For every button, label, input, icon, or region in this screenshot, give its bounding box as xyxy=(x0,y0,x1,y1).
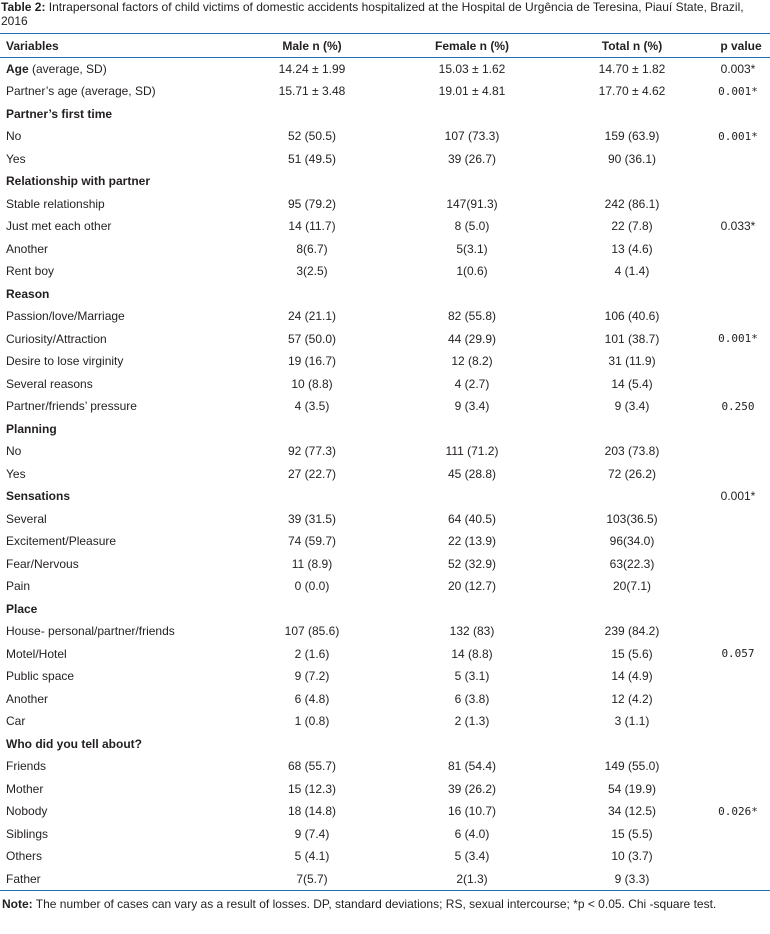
row-label: Several xyxy=(6,511,47,526)
section-row xyxy=(0,103,770,126)
table-caption xyxy=(0,0,770,30)
cell-total: 14 (4.9) xyxy=(611,669,653,684)
table-caption-label: Table 2: xyxy=(1,0,46,14)
cell-total xyxy=(552,103,712,126)
row-label: Excitement/Pleasure xyxy=(6,534,117,549)
row-label xyxy=(0,58,232,81)
table-row xyxy=(0,823,770,846)
row-label: Friends xyxy=(6,759,47,774)
cell-male: 52 (50.5) xyxy=(287,129,337,144)
header-p-value: p value xyxy=(712,34,770,58)
cell-male: 0 (0.0) xyxy=(294,579,330,594)
row-label: Another xyxy=(6,241,49,256)
cell-total: 20(7.1) xyxy=(612,579,652,594)
cell-female: 20 (12.7) xyxy=(447,579,497,594)
cell-p-value xyxy=(712,418,770,441)
cell-total: 90 (36.1) xyxy=(607,151,657,166)
cell-female xyxy=(392,170,552,193)
table-row xyxy=(0,238,770,261)
cell-female: 44 (29.9) xyxy=(447,331,497,346)
cell-p-value: 0.033* xyxy=(720,219,756,234)
cell-female: 132 (83) xyxy=(449,624,495,639)
cell-total xyxy=(552,485,712,508)
cell-p-value xyxy=(712,530,770,553)
cell-male: 6 (4.8) xyxy=(294,691,330,706)
section-row xyxy=(0,418,770,441)
row-label: Car xyxy=(6,714,26,729)
table-note-label: Note: xyxy=(2,896,33,911)
cell-total: 106 (40.6) xyxy=(604,309,660,324)
cell-total: 14.70 ± 1.82 xyxy=(598,62,666,76)
cell-p-value xyxy=(712,868,770,891)
cell-p-value: 0.250 xyxy=(721,399,755,413)
row-label: Rent boy xyxy=(6,264,55,279)
table-row xyxy=(0,553,770,576)
cell-p-value xyxy=(712,620,770,643)
cell-male: 57 (50.0) xyxy=(287,331,337,346)
table-note xyxy=(0,897,770,911)
cell-male: 8(6.7) xyxy=(296,241,328,256)
cell-female: 16 (10.7) xyxy=(447,804,497,819)
table-row xyxy=(0,643,770,666)
row-label: Passion/love/Marriage xyxy=(6,309,125,324)
table-row xyxy=(0,305,770,328)
cell-female xyxy=(392,103,552,126)
row-label-text: (average, SD) xyxy=(28,62,107,76)
table-row xyxy=(0,508,770,531)
row-label: Fear/Nervous xyxy=(6,556,79,571)
section-row xyxy=(0,598,770,621)
cell-total: 31 (11.9) xyxy=(608,354,656,369)
row-label: Others xyxy=(6,849,43,864)
cell-female: 5 (3.4) xyxy=(454,849,490,864)
cell-female: 19.01 ± 4.81 xyxy=(438,84,506,99)
cell-p-value xyxy=(712,823,770,846)
table-row xyxy=(0,463,770,486)
cell-male xyxy=(232,733,392,756)
row-label: Nobody xyxy=(6,804,48,819)
data-table xyxy=(0,33,770,891)
cell-female: 14 (8.8) xyxy=(451,646,493,661)
cell-total xyxy=(552,418,712,441)
cell-p-value xyxy=(712,283,770,306)
cell-male: 95 (79.2) xyxy=(287,196,337,211)
cell-total: 103(36.5) xyxy=(606,511,658,526)
cell-female xyxy=(392,733,552,756)
table-row xyxy=(0,328,770,351)
cell-male xyxy=(232,485,392,508)
cell-total: 203 (73.8) xyxy=(604,444,660,459)
cell-p-value xyxy=(712,463,770,486)
cell-female: 1(0.6) xyxy=(456,264,488,279)
table-row xyxy=(0,215,770,238)
cell-female xyxy=(392,485,552,508)
section-row xyxy=(0,170,770,193)
table-row xyxy=(0,80,770,103)
cell-p-value xyxy=(712,440,770,463)
header-row xyxy=(0,34,770,58)
cell-total: 96(34.0) xyxy=(609,534,655,549)
table-row xyxy=(0,148,770,171)
cell-p-value xyxy=(712,170,770,193)
table-row xyxy=(0,373,770,396)
cell-male: 3(2.5) xyxy=(296,264,328,279)
cell-total: 34 (12.5) xyxy=(607,804,657,819)
cell-male: 39 (31.5) xyxy=(287,511,337,526)
cell-male: 5 (4.1) xyxy=(294,849,330,864)
row-label: Yes xyxy=(6,151,26,166)
cell-p-value xyxy=(712,845,770,868)
row-label: No xyxy=(6,444,22,459)
row-label: Mother xyxy=(6,781,44,796)
section-label: Place xyxy=(6,601,38,616)
cell-p-value: 0.001* xyxy=(718,332,758,346)
cell-p-value xyxy=(712,778,770,801)
table-caption-text: Intrapersonal factors of child victims of domestic accidents hospitalized at the Hospital de Urgência de Teresina, Piauí State, Brazil, 2016 xyxy=(1,0,744,28)
row-label: Just met each other xyxy=(6,219,112,234)
cell-female: 39 (26.7) xyxy=(447,151,497,166)
table-row xyxy=(0,440,770,463)
cell-male: 4 (3.5) xyxy=(294,399,330,414)
table-row xyxy=(0,575,770,598)
cell-male: 15.71 ± 3.48 xyxy=(278,84,346,99)
cell-p-value: 0.003* xyxy=(720,62,756,76)
cell-female: 22 (13.9) xyxy=(447,534,497,549)
cell-male: 24 (21.1) xyxy=(287,309,337,324)
cell-total: 242 (86.1) xyxy=(604,196,660,211)
cell-male: 11 (8.9) xyxy=(291,556,333,571)
cell-male: 15 (12.3) xyxy=(287,781,337,796)
cell-total xyxy=(552,733,712,756)
cell-male xyxy=(232,598,392,621)
cell-p-value xyxy=(712,710,770,733)
cell-p-value xyxy=(712,350,770,373)
cell-p-value: 0.001* xyxy=(720,489,756,504)
cell-p-value: 0.001* xyxy=(718,129,758,143)
cell-p-value xyxy=(712,193,770,216)
header-female: Female n (%) xyxy=(392,34,552,58)
cell-male: 27 (22.7) xyxy=(287,466,337,481)
table-row xyxy=(0,688,770,711)
cell-total: 17.70 ± 4.62 xyxy=(598,84,666,99)
table-body xyxy=(0,58,770,891)
cell-male: 68 (55.7) xyxy=(287,759,337,774)
cell-female: 6 (4.0) xyxy=(454,826,490,841)
cell-male xyxy=(232,283,392,306)
cell-p-value xyxy=(712,575,770,598)
header-variables: Variables xyxy=(0,34,232,58)
cell-male: 19 (16.7) xyxy=(287,354,337,369)
cell-p-value: 0.001* xyxy=(718,84,758,98)
cell-female: 147(91.3) xyxy=(446,196,498,211)
cell-p-value xyxy=(712,733,770,756)
section-row xyxy=(0,283,770,306)
table-row xyxy=(0,755,770,778)
cell-p-value xyxy=(712,148,770,171)
cell-total: 4 (1.4) xyxy=(614,264,650,279)
cell-female: 12 (8.2) xyxy=(451,354,493,369)
section-row xyxy=(0,485,770,508)
table-row xyxy=(0,845,770,868)
section-label: Reason xyxy=(6,286,50,301)
cell-female xyxy=(392,418,552,441)
cell-p-value xyxy=(712,755,770,778)
cell-p-value xyxy=(712,305,770,328)
cell-female: 9 (3.4) xyxy=(454,399,490,414)
row-label: Public space xyxy=(6,669,75,684)
cell-female: 2 (1.3) xyxy=(454,714,490,729)
cell-male: 1 (0.8) xyxy=(294,714,330,729)
table-row xyxy=(0,530,770,553)
header-male: Male n (%) xyxy=(232,34,392,58)
row-label: Desire to lose virginity xyxy=(6,354,124,369)
cell-female xyxy=(392,283,552,306)
cell-female: 82 (55.8) xyxy=(447,309,497,324)
cell-female: 81 (54.4) xyxy=(447,759,497,774)
cell-total: 9 (3.4) xyxy=(614,399,650,414)
cell-male: 7(5.7) xyxy=(232,868,392,891)
cell-male: 51 (49.5) xyxy=(287,151,337,166)
cell-male xyxy=(232,170,392,193)
table-row xyxy=(0,800,770,823)
row-label: Father xyxy=(0,868,232,891)
cell-p-value xyxy=(712,103,770,126)
cell-total: 14 (5.4) xyxy=(611,376,653,391)
cell-total: 72 (26.2) xyxy=(607,466,657,481)
cell-male: 2 (1.6) xyxy=(294,646,330,661)
header-total: Total n (%) xyxy=(552,34,712,58)
row-label: Pain xyxy=(6,579,31,594)
section-label: Planning xyxy=(6,421,57,436)
table-row xyxy=(0,260,770,283)
section-row xyxy=(0,733,770,756)
cell-female: 2(1.3) xyxy=(392,868,552,891)
cell-total: 10 (3.7) xyxy=(611,849,653,864)
cell-total: 15 (5.6) xyxy=(611,646,653,661)
table-note-text: The number of cases can vary as a result of losses. DP, standard deviations; RS, sexual intercourse; *p < 0.05. Chi -square test. xyxy=(32,896,717,911)
cell-total: 159 (63.9) xyxy=(604,129,660,144)
table-row xyxy=(0,58,770,81)
cell-male: 18 (14.8) xyxy=(287,804,337,819)
cell-male: 92 (77.3) xyxy=(287,444,337,459)
cell-female: 15.03 ± 1.62 xyxy=(438,62,506,76)
cell-female: 4 (2.7) xyxy=(454,376,490,391)
cell-p-value xyxy=(712,508,770,531)
cell-p-value: 0.026* xyxy=(718,804,758,818)
section-label: Partner’s first time xyxy=(6,106,113,121)
table-row xyxy=(0,193,770,216)
cell-female: 5(3.1) xyxy=(456,241,488,256)
cell-female: 8 (5.0) xyxy=(454,219,490,234)
cell-total: 239 (84.2) xyxy=(604,624,660,639)
cell-female: 52 (32.9) xyxy=(447,556,497,571)
row-label: Curiosity/Attraction xyxy=(6,331,107,346)
cell-total: 9 (3.3) xyxy=(552,868,712,891)
cell-male xyxy=(232,103,392,126)
table-row xyxy=(0,350,770,373)
row-label: Another xyxy=(6,691,49,706)
cell-p-value xyxy=(712,260,770,283)
cell-total: 54 (19.9) xyxy=(607,781,657,796)
cell-male: 9 (7.4) xyxy=(294,826,330,841)
cell-p-value xyxy=(712,373,770,396)
row-label: Yes xyxy=(6,466,26,481)
cell-total: 15 (5.5) xyxy=(611,826,653,841)
row-label-bold: Age xyxy=(6,62,29,76)
cell-male: 14 (11.7) xyxy=(288,219,336,234)
row-label: No xyxy=(6,129,22,144)
section-label: Relationship with partner xyxy=(6,174,151,189)
cell-total: 101 (38.7) xyxy=(604,331,660,346)
row-label: Stable relationship xyxy=(6,196,105,211)
table-row xyxy=(0,778,770,801)
cell-total xyxy=(552,598,712,621)
cell-p-value: 0.057 xyxy=(721,647,755,661)
cell-male: 10 (8.8) xyxy=(291,376,333,391)
cell-total: 149 (55.0) xyxy=(604,759,660,774)
table-row xyxy=(0,125,770,148)
row-label: Siblings xyxy=(6,826,49,841)
cell-female: 107 (73.3) xyxy=(444,129,500,144)
table-row xyxy=(0,868,770,891)
cell-male: 74 (59.7) xyxy=(287,534,337,549)
cell-total xyxy=(552,283,712,306)
section-label: Who did you tell about? xyxy=(6,736,142,751)
cell-p-value xyxy=(712,688,770,711)
row-label: Partner’s age (average, SD) xyxy=(6,84,156,99)
cell-p-value xyxy=(712,553,770,576)
row-label: Motel/Hotel xyxy=(6,646,67,661)
table-row xyxy=(0,620,770,643)
cell-female: 45 (28.8) xyxy=(447,466,497,481)
cell-total: 3 (1.1) xyxy=(614,714,650,729)
cell-p-value xyxy=(712,598,770,621)
cell-female: 111 (71.2) xyxy=(445,444,499,459)
cell-female: 64 (40.5) xyxy=(447,511,497,526)
table-row xyxy=(0,395,770,418)
cell-male: 9 (7.2) xyxy=(294,669,330,684)
cell-total: 22 (7.8) xyxy=(611,219,653,234)
cell-male xyxy=(232,418,392,441)
cell-male: 107 (85.6) xyxy=(284,624,340,639)
section-label: Sensations xyxy=(6,489,71,504)
cell-female: 5 (3.1) xyxy=(454,669,490,684)
cell-p-value xyxy=(712,665,770,688)
cell-total: 63(22.3) xyxy=(609,556,655,571)
row-label: House- personal/partner/friends xyxy=(6,624,175,639)
table-row xyxy=(0,710,770,733)
cell-female xyxy=(392,598,552,621)
cell-total xyxy=(552,170,712,193)
row-label: Several reasons xyxy=(6,376,93,391)
cell-total: 13 (4.6) xyxy=(611,241,653,256)
cell-male: 14.24 ± 1.99 xyxy=(278,62,346,76)
cell-p-value xyxy=(712,238,770,261)
row-label: Partner/friends’ pressure xyxy=(6,399,137,414)
cell-female: 6 (3.8) xyxy=(454,691,490,706)
cell-female: 39 (26.2) xyxy=(447,781,497,796)
table-row xyxy=(0,665,770,688)
cell-total: 12 (4.2) xyxy=(611,691,653,706)
